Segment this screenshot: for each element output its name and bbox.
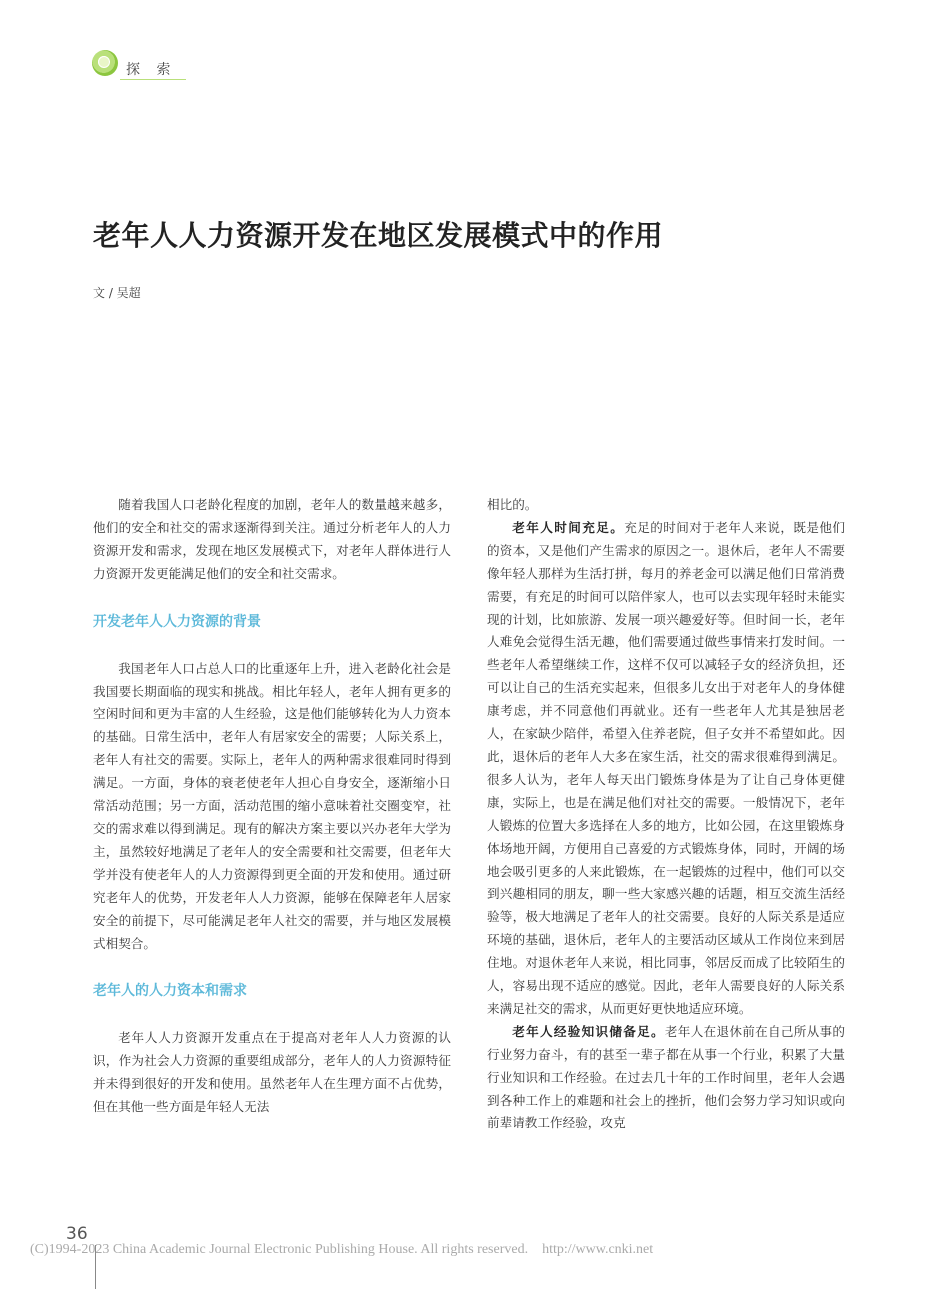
- section-heading-background: 开发老年人人力资源的背景: [93, 613, 261, 630]
- copyright-text: (C)1994-2023 China Academic Journal Electronic Publishing House. All rights reserved.: [30, 1242, 529, 1257]
- paragraph-text: 老年人在退休前在自己所从事的行业努力奋斗，有的甚至一辈子都在从事一个行业，积累了大量行业知识和工作经验。在过去几十年的工作时间里，老年人会遇到各种工作上的难题和社会上的挫折，他们会努力学习知识或向前辈请教工作经验，攻克: [487, 1023, 846, 1131]
- footer-url: http://www.cnki.net: [542, 1242, 654, 1257]
- body-paragraph: 老年人人力资源开发重点在于提高对老年人人力资源的认识，作为社会人力资源的重要组成部分，老年人的人力资源特征并未得到很好的开发和使用。虽然老年人在生理方面不占优势，但在其他一些方面是年轻人无法: [93, 1030, 451, 1115]
- intro-paragraph: 随着我国人口老龄化程度的加剧，老年人的数量越来越多，他们的安全和社交的需求逐渐得到关注。通过分析老年人的人力资源开发和需求，发现在地区发展模式下，对老年人群体进行人力资源开发更能满足他们的安全和社交需求。: [93, 497, 451, 581]
- paragraph-lead: 老年人时间充足。: [512, 519, 625, 535]
- paragraph-lead: 老年人经验知识储备足。: [512, 1023, 665, 1039]
- section-heading-capital-needs: 老年人的人力资本和需求: [93, 983, 247, 1000]
- page-number: 36: [66, 1224, 88, 1244]
- copyright-footer: [30, 1242, 653, 1258]
- body-paragraph: [487, 517, 845, 1021]
- right-column: [487, 494, 845, 1135]
- leaf-circle-icon: [92, 50, 118, 76]
- body-paragraph: [487, 1021, 845, 1136]
- article-title: 老年人人力资源开发在地区发展模式中的作用: [93, 219, 664, 252]
- continuation-text: 相比的。: [487, 497, 538, 512]
- body-paragraph: 我国老年人口占总人口的比重逐年上升，进入老龄化社会是我国要长期面临的现实和挑战。相比年轻人，老年人拥有更多的空闲时间和更为丰富的人生经验，这是他们能够转化为人力资本的基础。日常生活中，老年人有居家安全的需要；人际关系上，老年人有社交的需要。实际上，老年人的两种需求很难同时得到满足。一方面，身体的衰老使老年人担心自身安全，逐渐缩小日常活动范围；另一方面，活动范围的缩小意味着社交圈变窄，社交的需求难以得到满足。现有的解决方案主要以兴办老年大学为主，虽然较好地满足了老年人的安全需要和社交需要，但老年大学并没有使老年人的人力资源得到更全面的开发和使用。通过研究老年人的优势，开发老年人人力资源，能够在保障老年人居家安全的前提下，尽可能满足老年人社交的需要，并与地区发展模式相契合。: [93, 660, 451, 951]
- section-header: [92, 50, 212, 84]
- section-label: 探 索: [126, 62, 177, 78]
- paragraph-text: 充足的时间对于老年人来说，既是他们的资本，又是他们产生需求的原因之一。退休后，老年人不需要像年轻人那样为生活打拼，每月的养老金可以满足他们日常消费需要，有充足的时间可以陪伴家人，也可以去实现年轻时未能实现的计划，比如旅游、发展一项兴趣爱好等。但时间一长，老年人难免会觉得生活无趣，他们需要通过做些事情来打发时间。一些老年人希望继续工作，这样不仅可以减轻子女的经济负担，还可以让自己的生活充实起来，但很多儿女出于对老年人的身体健康考虑，并不同意他们再就业。还有一些老年人尤其是独居老人，在家缺少陪伴，希望入住养老院，但子女并不希望如此。因此，退休后的老年人大多在家生活，社交的需求很难得到满足。很多人认为，老年人每天出门锻炼身体是为了让自己身体更健康，实际上，也是在满足他们对社交的需要。一般情况下，老年人锻炼的位置大多选择在人多的地方，比如公园，在这里锻炼身体场地开阔，方便用自己喜爱的方式锻炼身体，同时，开阔的场地会吸引更多的人来此锻炼，在一起锻炼的过程中，他们可以交到兴趣相同的朋友，聊一些大家感兴趣的话题，相互交流生活经验等，极大地满足了老年人的社交需要。良好的人际关系是适应环境的基础，退休后，老年人的主要活动区域从工作岗位来到居住地。对退休老年人来说，相比同事，邻居反而成了比较陌生的人，容易出现不适应的感觉。因此，老年人需要良好的人际关系来满足社交的需求，从而更好更快地适应环境。: [487, 519, 846, 1016]
- article-byline: 文 / 吴超: [93, 286, 141, 300]
- left-column: [93, 494, 451, 1119]
- header-divider: [120, 79, 186, 80]
